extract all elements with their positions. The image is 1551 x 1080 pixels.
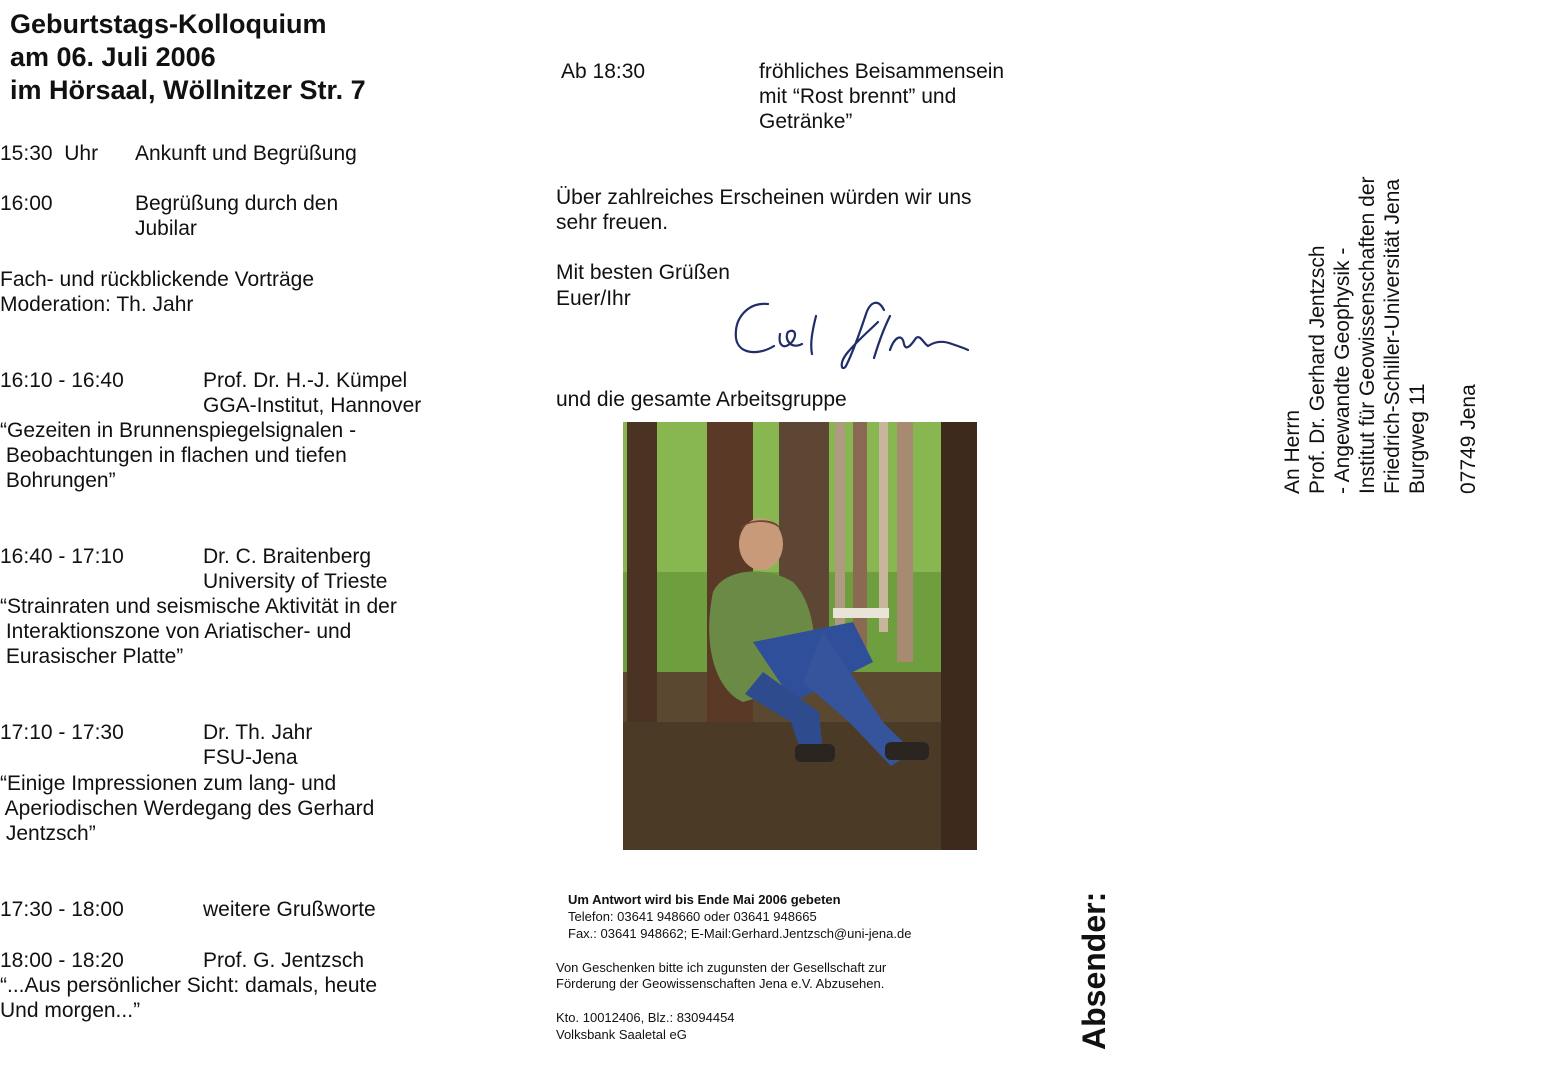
t2-institution: University of Trieste — [203, 570, 388, 593]
evening-time: Ab 18:30 — [561, 60, 646, 83]
signature — [728, 288, 974, 374]
t3-title-3: Jentzsch” — [0, 822, 96, 845]
t1-time: 16:10 - 16:40 — [0, 369, 124, 392]
title-line-2: am 06. Juli 2006 — [10, 42, 216, 72]
rsvp-heading: Um Antwort wird bis Ende Mai 2006 gebeten — [568, 892, 841, 907]
t5-title-2: Und morgen...” — [0, 999, 141, 1022]
invitation-line-1: Über zahlreiches Erscheinen würden wir uns — [556, 186, 972, 209]
rsvp-phone: Telefon: 03641 948660 oder 03641 948665 — [568, 909, 817, 924]
photo-illustration — [623, 422, 977, 850]
intro-line-2: Moderation: Th. Jahr — [0, 293, 194, 316]
photo-forest-reading — [623, 422, 977, 850]
bank-account: Kto. 10012406, Blz.: 83094454 — [556, 1010, 735, 1025]
t1-speaker: Prof. Dr. H.-J. Kümpel — [203, 369, 408, 392]
gift-note-2: Förderung der Geowissenschaften Jena e.V. Abzusehen. — [556, 976, 885, 991]
greeting-line-2: Euer/Ihr — [556, 287, 631, 310]
t2-time: 16:40 - 17:10 — [0, 545, 124, 568]
t1-title-2: Beobachtungen in flachen und tiefen — [0, 444, 347, 467]
event-title — [10, 8, 366, 107]
t3-title-2: Aperiodischen Werdegang des Gerhard — [0, 797, 375, 820]
address-line-3: - Angewandte Geophysik - — [1331, 247, 1354, 494]
t4-time: 17:30 - 18:00 — [0, 898, 124, 921]
rsvp-fax-email: Fax.: 03641 948662; E-Mail:Gerhard.Jentzsch@uni-jena.de — [568, 926, 912, 941]
address-line-5: Friedrich-Schiller-Universität Jena — [1381, 178, 1404, 494]
address-line-7: 07749 Jena — [1457, 384, 1480, 494]
address-line-1: An Herrn — [1281, 409, 1304, 494]
s2-text-1: Begrüßung durch den — [135, 192, 339, 215]
t5-time: 18:00 - 18:20 — [0, 949, 124, 972]
sender-label: Absender: — [1076, 891, 1112, 1050]
group-line: und die gesamte Arbeitsgruppe — [556, 388, 847, 411]
t5-speaker: Prof. G. Jentzsch — [203, 949, 365, 972]
t3-title-1: “Einige Impressionen zum lang- und — [0, 772, 337, 795]
t2-title-3: Eurasischer Platte” — [0, 645, 184, 668]
invitation-line-2: sehr freuen. — [556, 211, 669, 234]
s2-text-2: Jubilar — [135, 217, 197, 240]
t5-title-1: “...Aus persönlicher Sicht: damals, heute — [0, 974, 378, 997]
t4-text: weitere Grußworte — [203, 898, 376, 921]
s1-time: 15:30 Uhr — [0, 142, 99, 165]
evening-text-3: Getränke” — [759, 110, 853, 133]
t2-title-1: “Strainraten und seismische Aktivität in der — [0, 595, 397, 618]
s2-time: 16:00 — [0, 192, 53, 215]
address-line-2: Prof. Dr. Gerhard Jentzsch — [1306, 245, 1329, 494]
t3-speaker: Dr. Th. Jahr — [203, 721, 313, 744]
address-line-6: Burgweg 11 — [1406, 383, 1429, 494]
t1-title-3: Bohrungen” — [0, 469, 116, 492]
t2-title-2: Interaktionszone von Ariatischer- und — [0, 620, 352, 643]
title-line-3: im Hörsaal, Wöllnitzer Str. 7 — [10, 75, 366, 105]
t3-institution: FSU-Jena — [203, 746, 298, 769]
title-line-1: Geburtstags-Kolloquium — [10, 9, 327, 39]
bank-name: Volksbank Saaletal eG — [556, 1027, 687, 1042]
s1-text: Ankunft und Begrüßung — [135, 142, 357, 165]
greeting-line-1: Mit besten Grüßen — [556, 261, 730, 284]
gift-note-1: Von Geschenken bitte ich zugunsten der Gesellschaft zur — [556, 960, 887, 975]
t1-title-1: “Gezeiten in Brunnenspiegelsignalen - — [0, 419, 357, 442]
evening-text-2: mit “Rost brennt” und — [759, 85, 957, 108]
address-line-4: Institut für Geowissenschaften der — [1356, 176, 1379, 494]
t1-institution: GGA-Institut, Hannover — [203, 394, 422, 417]
intro-line-1: Fach- und rückblickende Vorträge — [0, 268, 315, 291]
t3-time: 17:10 - 17:30 — [0, 721, 124, 744]
t2-speaker: Dr. C. Braitenberg — [203, 545, 372, 568]
evening-text-1: fröhliches Beisammensein — [759, 60, 1005, 83]
